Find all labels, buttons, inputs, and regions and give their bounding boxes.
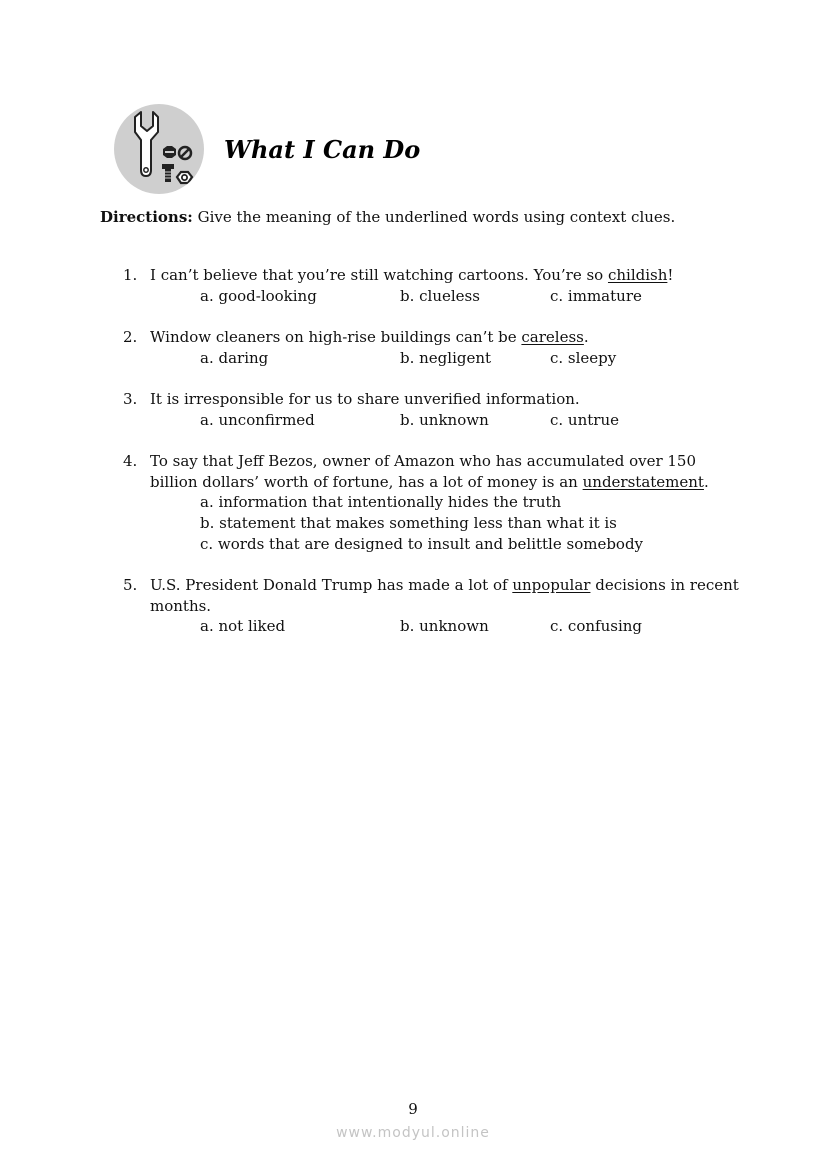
question-2 [123, 327, 740, 368]
option-a: a. daring [200, 348, 269, 367]
question-text: It is irresponsible for us to share unverified information. [150, 390, 580, 408]
question-number: 3. [123, 390, 138, 408]
question-4 [123, 451, 740, 555]
underlined-word: childish [607, 266, 668, 284]
question-number: 2. [123, 328, 138, 346]
answer-options [150, 348, 740, 369]
option-b: b. unknown [400, 617, 489, 636]
question-1 [123, 265, 740, 306]
option-c: c. immature [550, 286, 642, 305]
question-text: Window cleaners on high-rise buildings can’t be careless. [150, 328, 589, 346]
answer-options [150, 616, 740, 637]
question-number: 5. [123, 576, 138, 594]
option-a: a. information that intentionally hides the truth [200, 493, 562, 512]
question-text: U.S. President Donald Trump has made a lot of unpopular decisions in recent months. [150, 576, 739, 615]
option-a: a. unconfirmed [200, 410, 315, 429]
question-number: 4. [123, 452, 138, 470]
question-text: To say that Jeff Bezos, owner of Amazon who has accumulated over 150 billion dollars’ worth of fortune, has a lot of money is an understatement. [150, 452, 709, 491]
wrench-bolts-icon [114, 104, 204, 194]
option-b: b. negligent [400, 348, 492, 367]
question-number: 1. [123, 266, 138, 284]
option-a: a. good-looking [200, 286, 317, 305]
answer-options [150, 286, 740, 307]
question-5 [123, 575, 740, 637]
section-title: What I Can Do [224, 135, 421, 164]
option-c: c. confusing [550, 617, 642, 636]
question-3 [123, 389, 740, 430]
question-text: I can’t believe that you’re still watching cartoons. You’re so childish! [150, 266, 674, 284]
option-c: c. untrue [550, 410, 619, 429]
option-c: c. sleepy [550, 348, 617, 367]
watermark: www.modyul.online [336, 1125, 490, 1141]
underlined-word: unpopular [512, 576, 591, 594]
underlined-word: careless [521, 328, 584, 346]
option-c: c. words that are designed to insult and belittle somebody [200, 534, 644, 553]
underlined-word: understatement [582, 472, 704, 491]
directions-text: Give the meaning of the underlined words using context clues. [192, 208, 676, 226]
directions [100, 207, 675, 228]
option-b: b. clueless [400, 286, 480, 305]
option-b: b. statement that makes something less than what it is [200, 514, 617, 533]
directions-label: Directions: [100, 208, 193, 226]
page-number: 9 [408, 1100, 418, 1118]
option-a: a. not liked [200, 617, 286, 636]
option-b: b. unknown [400, 410, 489, 429]
answer-options [150, 410, 740, 431]
